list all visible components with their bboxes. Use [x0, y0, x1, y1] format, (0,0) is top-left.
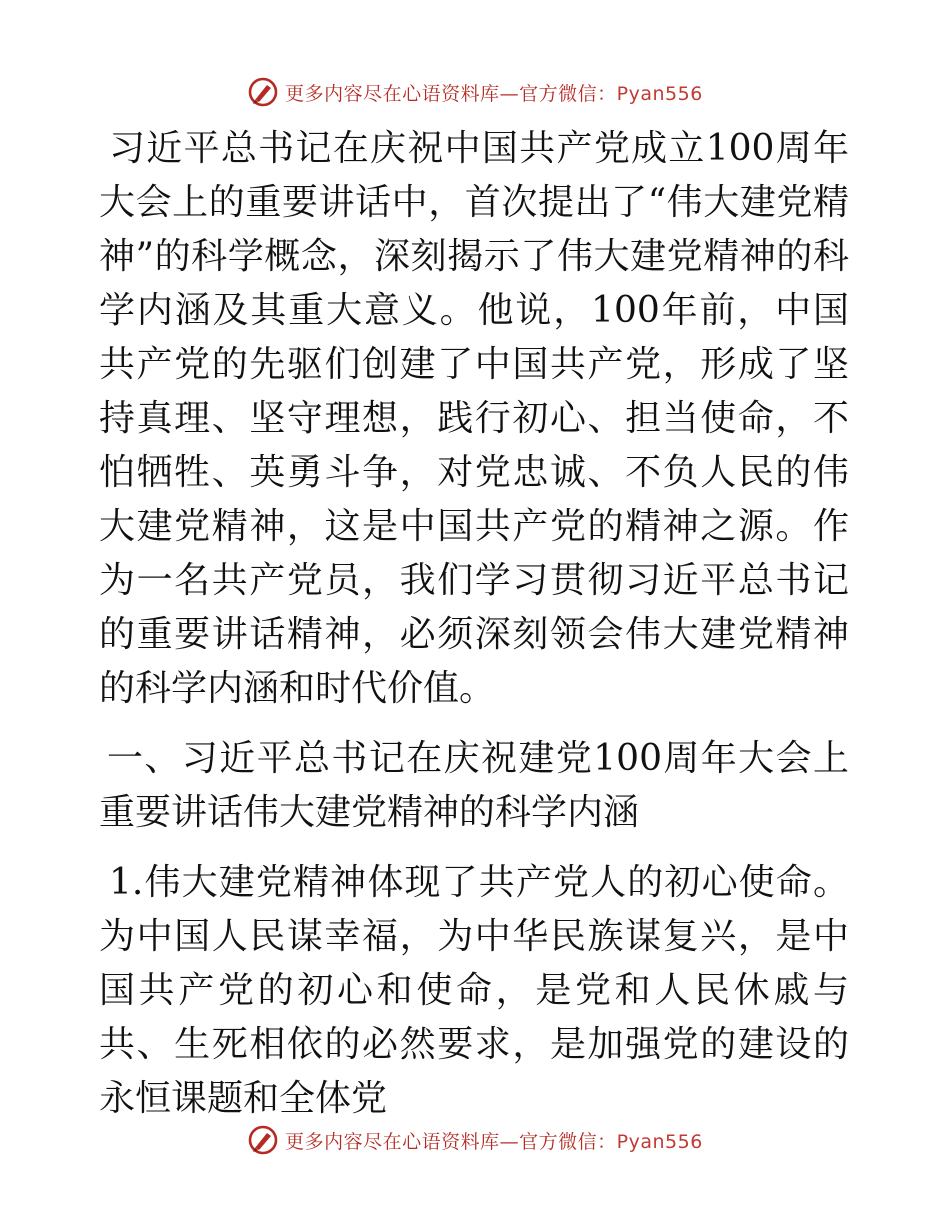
- banner-label: 更多内容尽在心语资料库—官方微信：: [285, 82, 617, 105]
- pen-logo-icon: [247, 76, 279, 108]
- banner-text: [285, 1127, 703, 1154]
- intro-paragraph: 习近平总书记在庆祝中国共产党成立100周年大会上的重要讲话中，首次提出了“伟大建党精神”的科学概念，深刻揭示了伟大建党精神的科学内涵及其重大意义。他说，100年前，中国共产党的先驱们创建了中国共产党，形成了坚持真理、坚守理想，践行初心、担当使命，不怕牺牲、英勇斗争，对党忠诚、不负人民的伟大建党精神，这是中国共产党的精神之源。作为一名共产党员，我们学习贯彻习近平总书记的重要讲话精神，必须深刻领会伟大建党精神的科学内涵和时代价值。: [99, 128, 849, 709]
- document-body: [99, 122, 849, 1126]
- banner-label: 更多内容尽在心语资料库—官方微信：: [285, 1130, 617, 1153]
- pen-logo-icon: [247, 1124, 279, 1156]
- footer-watermark-banner: [0, 1120, 950, 1160]
- header-watermark-banner: [0, 72, 950, 112]
- banner-text: [285, 79, 703, 106]
- item-paragraph-1: 1.伟大建党精神体现了共产党人的初心使命。为中国人民谋幸福，为中华民族谋复兴，是中国共产党的初心和使命，是党和人民休戚与共、生死相依的必然要求，是加强党的建设的永恒课题和全体党: [99, 862, 849, 1119]
- wechat-id: Pyan556: [616, 82, 703, 105]
- wechat-id: Pyan556: [616, 1130, 703, 1153]
- section-heading-1: 一、习近平总书记在庆祝建党100周年大会上重要讲话伟大建党精神的科学内涵: [99, 738, 849, 833]
